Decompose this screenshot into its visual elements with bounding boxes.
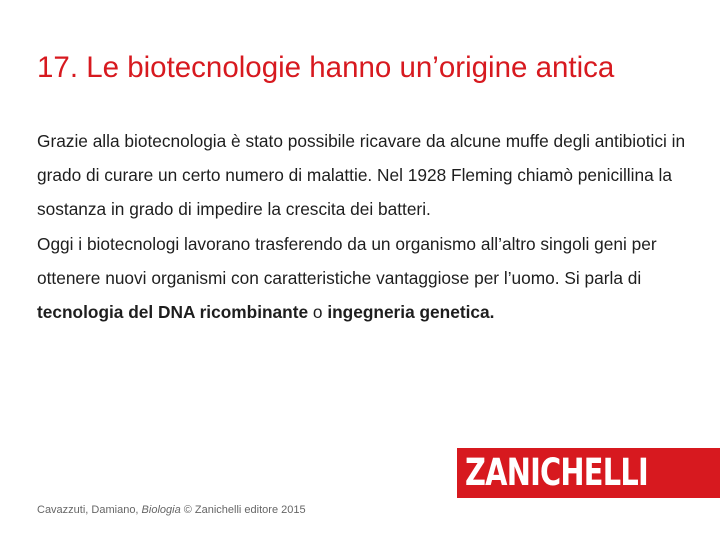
paragraph-genetic-engineering <box>37 227 699 330</box>
paragraph-text-connector: o <box>308 302 328 323</box>
slide-body <box>37 124 699 329</box>
term-recombinant-dna: tecnologia del DNA ricombinante <box>37 302 309 323</box>
paragraph-antibiotics: Grazie alla biotecnologia è stato possibile ricavare da alcune muffe degli antibiotici in grado di curare un certo numero di malattie. Nel 1928 Fleming chiamò penicillina la sostanza in grado di impedire la crescita dei batteri. <box>37 131 686 220</box>
logo-text: ZANICHELLI <box>465 451 648 494</box>
slide-title: 17. Le biotecnologie hanno un’origine antica <box>37 51 615 84</box>
footer-credits <box>37 502 306 518</box>
footer-copyright: © Zanichelli editore 2015 <box>180 504 306 516</box>
term-genetic-engineering: ingegneria genetica. <box>327 302 495 323</box>
footer-authors: Cavazzuti, Damiano, <box>37 504 142 516</box>
footer-book-title: Biologia <box>141 504 181 516</box>
zanichelli-logo <box>457 448 720 498</box>
paragraph-text: Oggi i biotecnologi lavorano trasferendo da un organismo all’altro singoli geni per ottenere nuovi organismi con caratteristiche vantaggiose per l’uomo. Si parla di <box>37 233 657 288</box>
